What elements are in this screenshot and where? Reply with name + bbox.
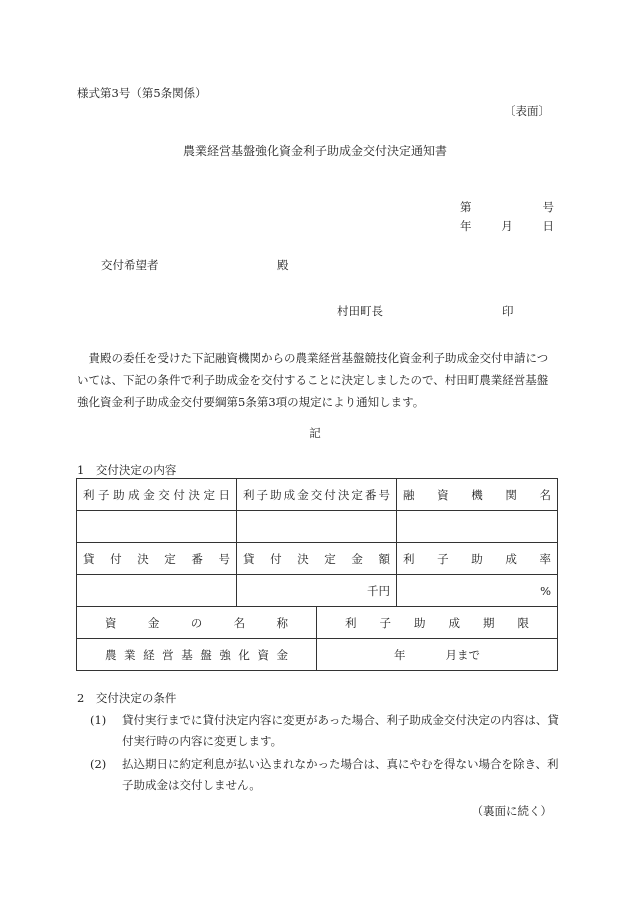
- table-row: [77, 639, 558, 671]
- header-fund-name: 資金の名称: [77, 607, 317, 639]
- condition-item: [90, 710, 560, 752]
- header-loan-amount: 貸付決定金額: [237, 543, 397, 575]
- table-row: [77, 479, 558, 511]
- cell-subsidy-period: [317, 639, 558, 671]
- date-month: 月: [501, 219, 513, 233]
- cell-loan-amount-unit: 千円: [237, 575, 397, 607]
- decision-table: [76, 478, 558, 671]
- date-year: 年: [460, 219, 472, 233]
- table-row: [77, 575, 558, 607]
- ki-heading: 記: [309, 426, 321, 440]
- header-decision-date: 利子助成金交付決定日: [77, 479, 237, 511]
- table-row: [77, 511, 558, 543]
- header-loan-number: 貸付決定番号: [77, 543, 237, 575]
- header-decision-number: 利子助成金交付決定番号: [237, 479, 397, 511]
- condition-number: (2): [90, 757, 107, 771]
- header-financial-institution: 融資機関名: [397, 479, 558, 511]
- document-title: 農業経営基盤強化資金利子助成金交付決定通知書: [182, 144, 447, 158]
- condition-text: 貸付実行までに貸付決定内容に変更があった場合、利子助成金交付決定の内容は、貸付実行時の内容に変更します。: [122, 713, 559, 748]
- period-year: 年: [394, 647, 406, 662]
- condition-text: 払込期日に約定利息が払い込まれなかった場合は、真にやむを得ない場合を除き、利子助成金は交付しません。: [122, 757, 559, 792]
- header-subsidy-rate: 利子助成率: [397, 543, 558, 575]
- condition-item: [90, 754, 560, 796]
- cell-decision-number: [237, 511, 397, 543]
- recipient-label: 交付希望者: [101, 258, 159, 272]
- notice-body: 貴殿の委任を受けた下記融資機関からの農業経営基盤競技化資金利子助成金交付申請については、下記の条件で利子助成金を交付することに決定しましたので、村田町農業経営基盤強化資金利子助成金交付要綱第5条第3項の規定により通知します。: [77, 351, 549, 409]
- date-row: [460, 218, 554, 234]
- document-number-row: [460, 199, 554, 215]
- section1-heading: 1 交付決定の内容: [77, 463, 177, 477]
- condition-number: (1): [90, 713, 107, 727]
- period-until: 月まで: [445, 647, 480, 662]
- seal-mark: 印: [502, 304, 514, 318]
- header-subsidy-period: 利子助成期限: [317, 607, 558, 639]
- side-label: 〔表面〕: [504, 104, 550, 118]
- cell-loan-number: [77, 575, 237, 607]
- number-go: 号: [542, 200, 554, 214]
- cell-rate-unit: %: [397, 575, 558, 607]
- sender-name: 村田町長: [337, 304, 383, 318]
- cell-fund-name: 農業経営基盤強化資金: [77, 639, 317, 671]
- section2-heading: 2 交付決定の条件: [77, 691, 177, 705]
- table-row: [77, 543, 558, 575]
- date-day: 日: [542, 219, 554, 233]
- table-row: [77, 607, 558, 639]
- cell-financial-institution: [397, 511, 558, 543]
- number-dai: 第: [460, 200, 472, 214]
- continued-note: （裏面に続く）: [471, 804, 552, 818]
- cell-decision-date: [77, 511, 237, 543]
- form-number: 様式第3号（第5条関係）: [77, 86, 207, 100]
- recipient-honorific: 殿: [277, 258, 289, 272]
